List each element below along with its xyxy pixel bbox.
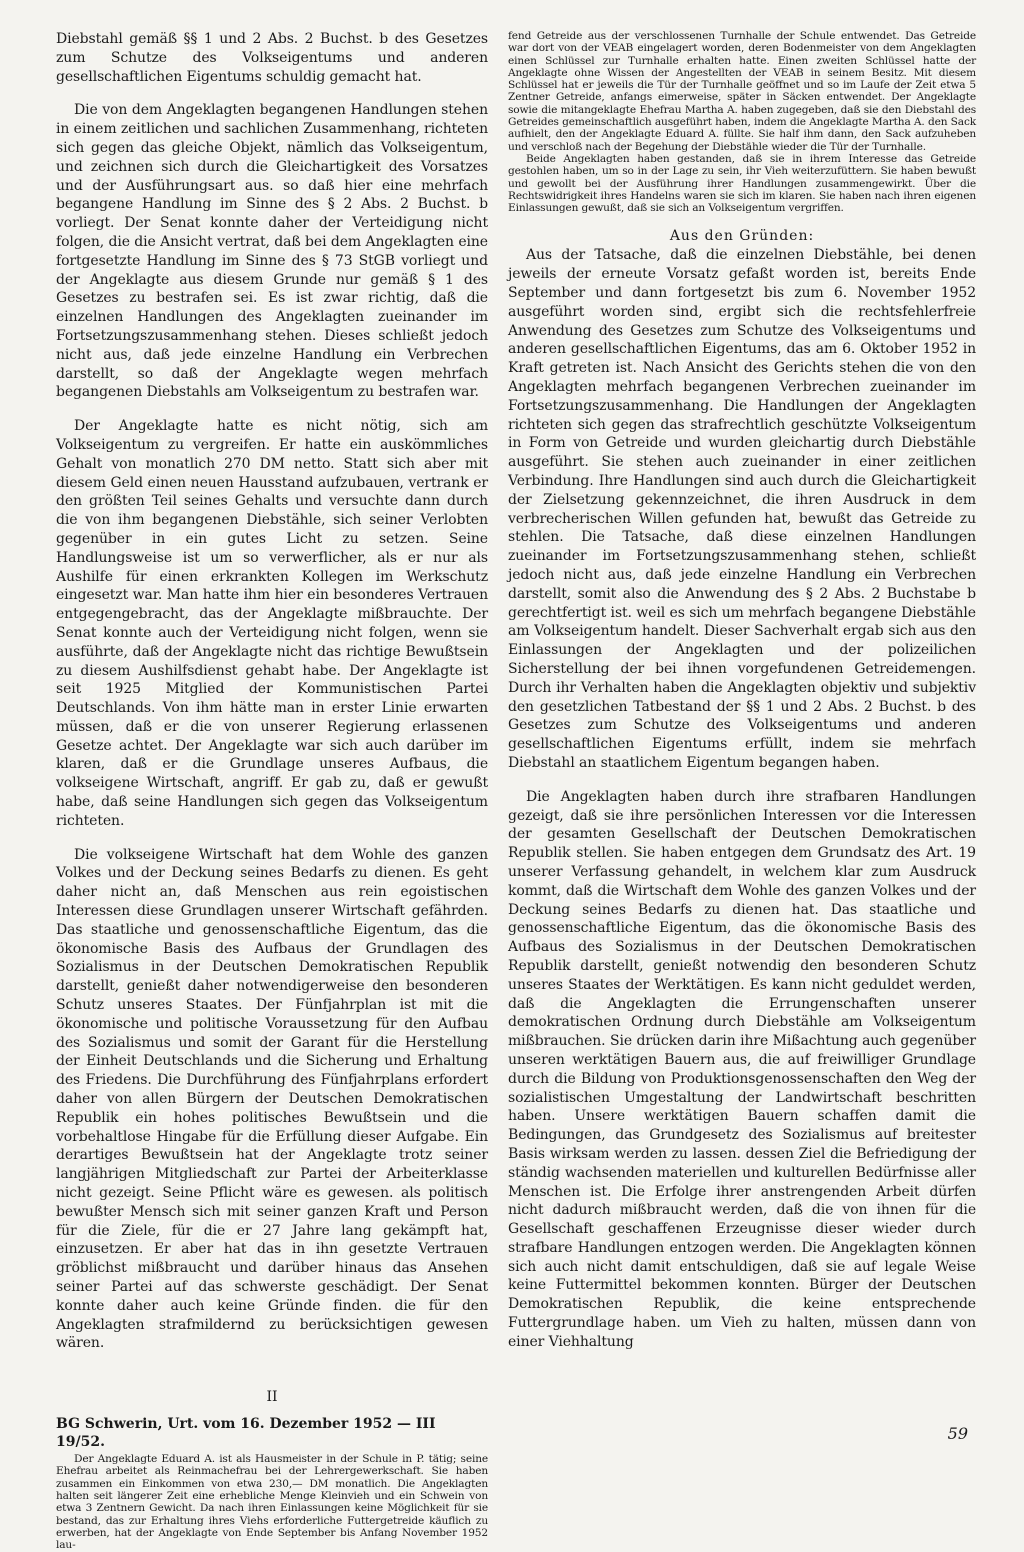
- paragraph: Aus der Tatsache, daß die einzelnen Diebstähle, bei denen jeweils der erneute Vorsatz gefaßt worden ist, bereits Ende September und dann fortgesetzt bis zum 6. November 1952 ausgeführt worden sind, ergibt sich die rechtsfehlerfreie Anwendung des Gesetzes zum Schutze des Volkseigentums und anderen gesellschaftlichen Eigentums, das am 6. Oktober 1952 in Kraft getreten ist. Nach Ansicht des Gerichts stehen die von den Angeklagten mehrfach begangenen Verbrechen zueinander im Fortsetzungszusammenhang. Die Handlungen der Angeklagten richteten sich gegen das strafrechtlich geschützte Volkseigentum in Form von Getreide und wurden gleichartig durch Diebstähle ausgeführt. Sie stehen auch zueinander in einer zeitlichen Verbindung. Ihre Handlungen sind auch durch die Gleichartigkeit der Zielsetzung gekennzeichnet, die ihren Ausdruck in dem verbrecherischen Willen gefunden hat, bewußt das Getreide zu stehlen. Die Tatsache, daß diese einzelnen Handlungen zueinander im Fortsetzungszusammenhang stehen, schließt jedoch nicht aus, daß jede einzelne Handlung ein Verbrechen darstellt, somit also die Anwendung des § 2 Abs. 2 Buchstabe b gerechtfertigt ist. weil es sich um mehrfach begangene Diebstähle am Volkseigentum handelt. Dieser Sachverhalt ergab sich aus den Einlassungen der Angeklagten und der polizeilichen Sicherstellung der bei ihnen vorgefundenen Getreidemengen. Durch ihr Verhalten haben die Angeklagten objektiv und subjektiv den gesetzlichen Tatbestand der §§ 1 und 2 Abs. 2 Buchst. b des Gesetzes zum Schutze des Volkseigentums und anderen gesellschaftlichen Eigentums erfüllt, indem sie mehrfach Diebstahl an staatlichem Eigentum begangen haben.: [508, 247, 976, 771]
- case-heading: BG Schwerin, Urt. vom 16. Dezember 1952 — III 19/52.: [56, 1416, 436, 1451]
- page-number: 59: [947, 1424, 968, 1443]
- section-number: II: [266, 1389, 278, 1406]
- case-facts-continued: fend Getreide aus der verschlossenen Turnhalle der Schule entwendet. Das Getreide war dort von der VEAB eingelagert worden, deren Bodenmeister von dem Angeklagten einen Schlüssel zur Turnhalle erhalten hatte. Einen zweiten Schlüssel hatte der Angeklagte ohne Wissen der Angestellten der VEAB in seinem Besitz. Mit diesem Schlüssel hat er jeweils die Tür der Turnhalle geöffnet und so im Laufe der Zeit etwa 5 Zentner Getreide, anfangs eimerweise, später in Säcken entwendet. Der Angeklagte sowie die mitangeklagte Ehefrau Martha A. haben zugegeben, daß sie den Diebstahl des Getreides gemeinschaftlich ausgeführt haben, indem die Angeklagte Martha A. den Sack aufhielt, den der Angeklagte Eduard A. füllte. Sie half ihm dann, den Sack aufzuheben und verschloß nach der Begehung der Diebstähle wieder die Tür der Turnhalle.: [508, 30, 976, 153]
- left-column: [56, 30, 488, 1552]
- paragraph: Diebstahl gemäß §§ 1 und 2 Abs. 2 Buchst. b des Gesetzes zum Schutze des Volkseigentums und anderen gesellschaftlichen Eigentums schuldig gemacht hat.: [56, 31, 488, 85]
- paragraph: Die volkseigene Wirtschaft hat dem Wohle des ganzen Volkes und der Deckung seines Bedarfs zu dienen. Es geht daher nicht an, daß Menschen aus rein egoistischen Interessen diese Grundlagen unserer Wirtschaft gefährden. Das staatliche und genossenschaftliche Eigentum, das die ökonomische Basis des Aufbaus der Grundlagen des Sozialismus in der Deutschen Demokratischen Republik darstellt, genießt daher notwendigerweise den besonderen Schutz unseres Staates. Der Fünfjahrplan ist mit die ökonomische und politische Voraussetzung für den Aufbau des Sozialismus und somit der Garant für die Herstellung der Einheit Deutschlands und die Sicherung und Erhaltung des Friedens. Die Durchführung des Fünfjahrplans erfordert daher von allen Bürgern der Deutschen Demokratischen Republik ein hohes politisches Bewußtsein und die vorbehaltlose Hingabe für die Erfüllung dieser Aufgabe. Ein derartiges Bewußtsein hat der Angeklagte trotz seiner langjährigen Mitgliedschaft zur Partei der Arbeiterklasse nicht gezeigt. Seine Pflicht wäre es gewesen. als politisch bewußter Mensch sich mit seiner ganzen Kraft und Person für die Ziele, für die er 27 Jahre lang gekämpft hat, einzusetzen. Er aber hat das in ihn gesetzte Vertrauen gröblichst mißbraucht und darüber hinaus das Ansehen seiner Partei auf das schwerste geschädigt. Der Senat konnte daher auch keine Gründe finden. die für den Angeklagten strafmildernd zu berücksichtigen gewesen wären.: [56, 846, 488, 1352]
- paragraph: Der Angeklagte hatte es nicht nötig, sich am Volkseigentum zu vergreifen. Er hatte ein auskömmliches Gehalt von monatlich 270 DM netto. Statt sich aber mit diesem Geld einen neuen Hausstand aufzubauen, vertrank er den größten Teil seines Gehalts und versuchte dann durch die von ihm begangenen Diebstähle, sich seiner Verlobten gegenüber in ein gutes Licht zu setzen. Seine Handlungsweise ist um so verwerflicher, als er nur als Aushilfe für einen erkrankten Kollegen im Werkschutz eingesetzt war. Man hatte ihm hier ein besonderes Vertrauen entgegengebracht, das der Angeklagte mißbrauchte. Der Senat konnte auch der Verteidigung nicht folgen, wenn sie ausführte, daß der Angeklagte nicht das richtige Bewußtsein zu diesem Aushilfsdienst gehabt habe. Der Angeklagte ist seit 1925 Mitglied der Kommunistischen Partei Deutschlands. Von ihm hätte man in erster Linie erwarten müssen, daß er die von unserer Regierung erlassenen Gesetze achtet. Der Angeklagte war sich auch darüber im klaren, daß er die Grundlage unseres Aufbaus, die volkseigene Wirtschaft, angriff. Er gab zu, daß er gewußt habe, daß seine Handlungen sich gegen das Volkseigentum richteten.: [56, 418, 488, 829]
- paragraph: Die von dem Angeklagten begangenen Handlungen stehen in einem zeitlichen und sachlichen Zusammenhang, richteten sich gegen das gleiche Objekt, nämlich das Volkseigentum, und zeichnen sich durch die Gleichartigkeit des Vorsatzes und der Ausführungsart aus. so daß hier eine mehrfach begangene Handlung im Sinne des § 2 Abs. 2 Buchst. b vorliegt. Der Senat konnte daher der Verteidigung nicht folgen, die die Ansicht vertrat, daß bei dem Angeklagten eine fortgesetzte Handlung im Sinne des § 73 StGB vorliegt und der Angeklagte aus diesem Grunde nur gemäß § 1 des Gesetzes zu bestrafen sei. Es ist zwar richtig, daß die einzelnen Handlungen des Angeklagten zueinander im Fortsetzungszusammenhang stehen. Dieses schließt jedoch nicht aus, daß jede einzelne Handlung ein Verbrechen darstellt, so daß der Angeklagte wegen mehrfach begangenen Diebstahls am Volkseigentum zu bestrafen war.: [56, 102, 488, 401]
- case-facts: Der Angeklagte Eduard A. ist als Hausmeister in der Schule in P. tätig; seine Ehefrau arbeitet als Reinmachefrau bei der Lehrergewerkschaft. Sie haben zusammen ein Einkommen von etwa 230,— DM monatlich. Die Angeklagten halten seit längerer Zeit eine erhebliche Menge Kleinvieh und ein Schwein von etwa 3 Zentnern Gewicht. Da nach ihren Einlassungen keine Möglichkeit für sie bestand, das zur Erhaltung ihres Viehs erforderliche Futtergetreide käuflich zu erwerben, hat der Angeklagte von Ende September bis Anfang November 1952 lau-: [56, 1453, 488, 1552]
- case-facts-paragraph: Beide Angeklagten haben gestanden, daß sie in ihrem Interesse das Getreide gestohlen haben, um so in der Lage zu sein, ihr Vieh weiterzufüttern. Sie haben bewußt und gewollt bei der Ausführung ihrer Handlungen zusammengewirkt. Über die Rechtswidrigkeit ihres Handelns waren sie sich im klaren. Sie haben nach ihren eigenen Einlassungen gewußt, daß sie sich an Volkseigentum vergriffen.: [508, 152, 976, 215]
- reasons-heading: Aus den Gründen:: [669, 228, 815, 245]
- paragraph: Die Angeklagten haben durch ihre strafbaren Handlungen gezeigt, daß sie ihre persönlichen Interessen vor die Interessen der gesamten Gesellschaft der Deutschen Demokratischen Republik stellen. Sie haben entgegen dem Grundsatz des Art. 19 unserer Verfassung gehandelt, in welchem klar zum Ausdruck kommt, daß die Wirtschaft dem Wohle des ganzen Volkes und der Deckung seines Bedarfs zu dienen hat. Das staatliche und genossenschaftliche Eigentum, das die ökonomische Basis des Aufbaus des Sozialismus in der Deutschen Demokratischen Republik darstellt, genießt notwendig den besonderen Schutz unseres Staates der Werktätigen. Es kann nicht geduldet werden, daß die Angeklagten die Errungenschaften unserer demokratischen Ordnung durch Diebstähle am Volkseigentum mißbrauchen. Sie drücken darin ihre Mißachtung auch gegenüber unseren werktätigen Bauern aus, die auf freiwilliger Grundlage durch die Bildung von Produktionsgenossenschaften den Weg der sozialistischen Umgestaltung der Landwirtschaft beschritten haben. Unsere werktätigen Bauern schaffen damit die Bedingungen, das Grundgesetz des Sozialismus auf breitester Basis wirksam werden zu lassen. dessen Ziel die Befriedigung der ständig wachsenden materiellen und kulturellen Bedürfnisse aller Menschen ist. Die Erfolge ihrer anstrengenden Arbeit dürfen nicht dadurch mißbraucht werden, daß die von ihnen für die Gesellschaft geschaffenen Erzeugnisse dieser wieder durch strafbare Handlungen entzogen werden. Die Angeklagten können sich auch nicht damit entschuldigen, daß sie auf legale Weise keine Futtermittel bekommen konnten. Bürger der Deutschen Demokratischen Republik, die keine entsprechende Futtergrundlage haben. um Vieh zu halten, müssen dann von einer Viehhaltung: [508, 788, 976, 1350]
- right-column: [508, 30, 976, 1352]
